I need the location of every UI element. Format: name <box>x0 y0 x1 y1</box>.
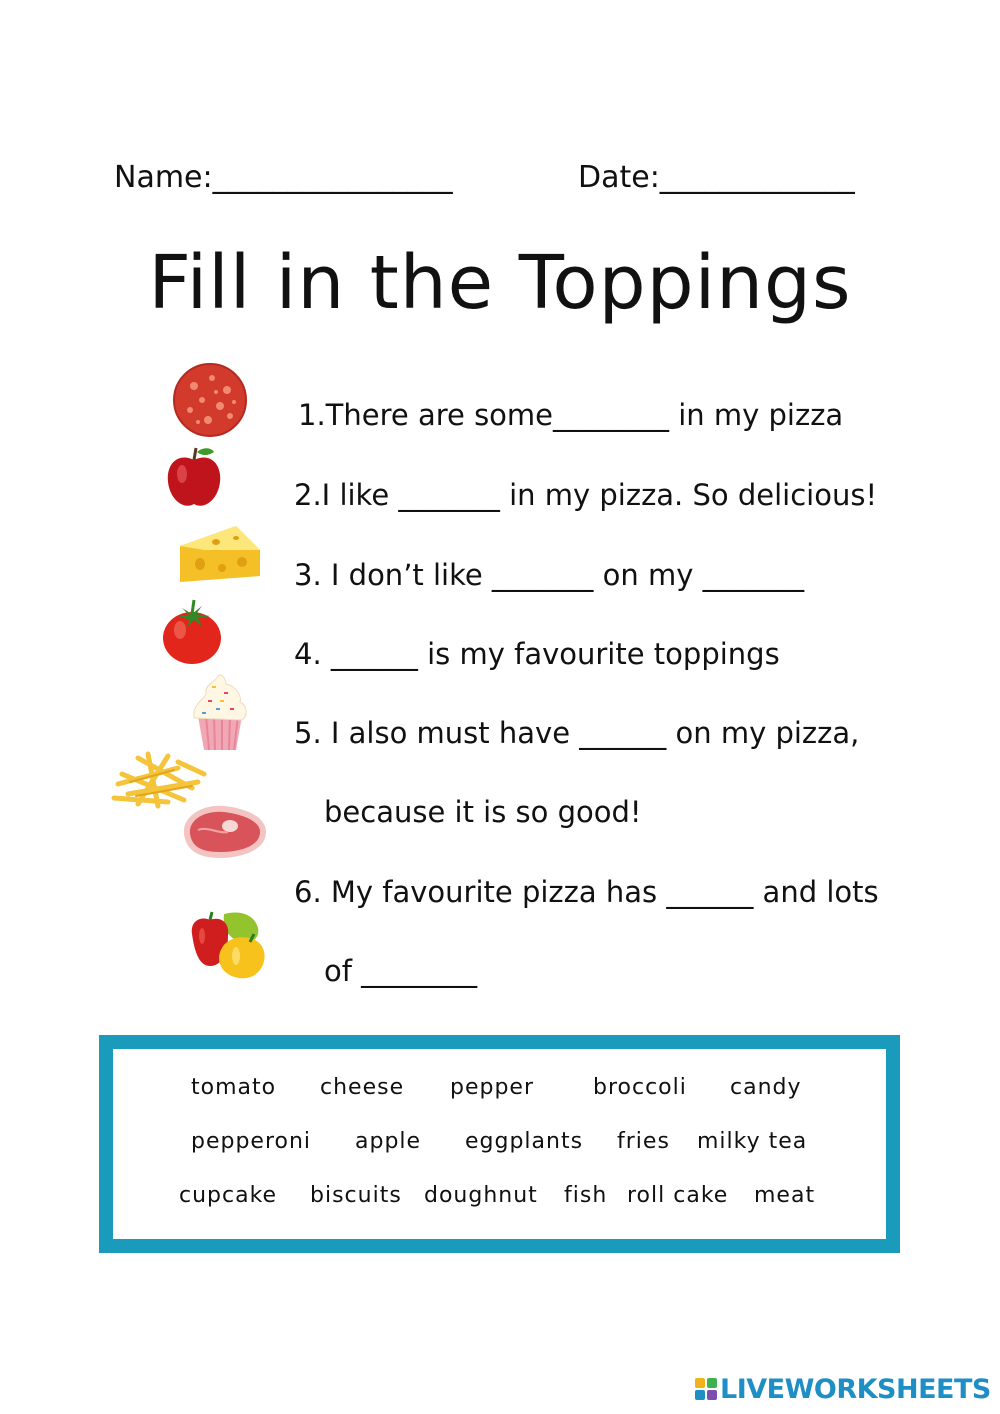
sentence-2: 2.I like _______ in my pizza. So delicious! <box>294 478 878 512</box>
sentence-6: 6. My favourite pizza has ______ and lots <box>294 875 879 909</box>
meat-icon <box>178 800 270 862</box>
word-bank <box>99 1035 900 1253</box>
word-bank-item: apple <box>355 1129 422 1154</box>
pepperoni-icon <box>172 362 248 438</box>
word-bank-item: biscuits <box>310 1183 402 1208</box>
word-bank-item: roll cake <box>627 1183 729 1208</box>
watermark-text: LIVEWORKSHEETS <box>720 1373 991 1405</box>
word-bank-item: eggplants <box>465 1129 584 1154</box>
word-bank-item: pepper <box>450 1075 535 1100</box>
pepper-icon <box>188 908 270 980</box>
sentence-1: 1.There are some________ in my pizza <box>298 398 844 432</box>
liveworksheets-watermark <box>694 1374 991 1404</box>
liveworksheets-logo-icon <box>694 1377 718 1401</box>
word-bank-item: cheese <box>320 1075 405 1100</box>
tomato-icon <box>160 598 224 666</box>
word-bank-item: pepperoni <box>191 1129 312 1154</box>
name-field: Name:________________ <box>114 160 453 195</box>
word-bank-item: tomato <box>191 1075 277 1100</box>
word-bank-item: milky tea <box>697 1129 808 1154</box>
page-title: Fill in the Toppings <box>148 240 852 326</box>
word-bank-item: cupcake <box>179 1183 278 1208</box>
word-bank-item: fish <box>564 1183 608 1208</box>
cheese-icon <box>176 524 264 584</box>
word-bank-item: meat <box>754 1183 816 1208</box>
date-field: Date:_____________ <box>578 160 855 195</box>
sentence-5: 5. I also must have ______ on my pizza, <box>294 716 860 750</box>
apple-icon <box>164 444 224 510</box>
sentence-4: 4. ______ is my favourite toppings <box>294 637 780 671</box>
word-bank-item: broccoli <box>593 1075 687 1100</box>
word-bank-item: doughnut <box>424 1183 538 1208</box>
sentence-3: 3. I don’t like _______ on my _______ <box>294 558 805 592</box>
word-bank-item: candy <box>730 1075 802 1100</box>
sentence-6-continued: of ________ <box>324 954 478 988</box>
word-bank-item: fries <box>617 1129 670 1154</box>
cupcake-icon <box>190 670 250 752</box>
sentence-5-continued: because it is so good! <box>324 795 642 829</box>
